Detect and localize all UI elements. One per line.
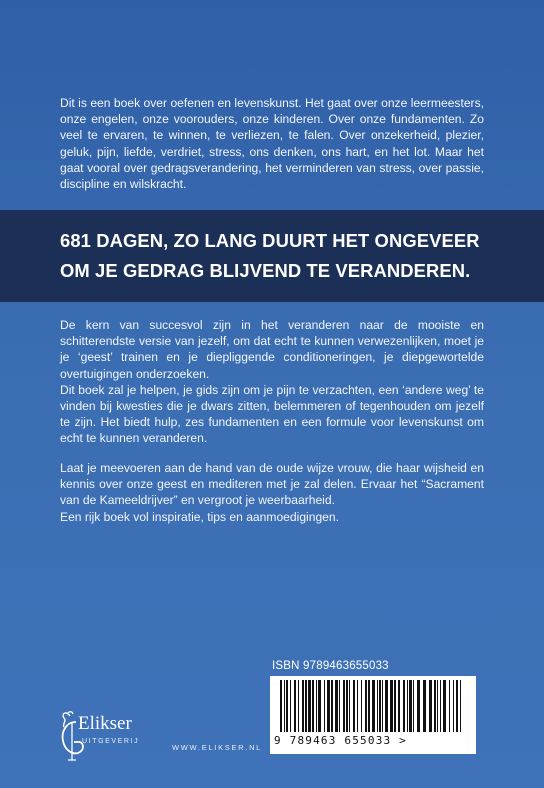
barcode-bar bbox=[365, 680, 367, 732]
barcode-bar bbox=[460, 680, 461, 732]
barcode-bar bbox=[434, 680, 436, 732]
barcode-bar bbox=[312, 680, 314, 732]
headline-text: 681 DAGEN, ZO LANG DUURT HET ONGEVEER OM JE GEDRAG BLIJVEND TE VERANDEREN. bbox=[60, 230, 480, 281]
barcode-bar bbox=[423, 680, 426, 732]
barcode-bar bbox=[280, 680, 282, 732]
barcode-bar bbox=[453, 680, 454, 732]
barcode-bar bbox=[440, 680, 441, 732]
barcode-bar bbox=[456, 680, 458, 732]
barcode-bar bbox=[318, 680, 321, 732]
barcode-bar bbox=[449, 680, 450, 732]
body-paragraph: Een rijk boek vol inspiratie, tips en aanmoedigingen. bbox=[60, 509, 339, 524]
body-paragraph: Laat je meevoeren aan de hand van de oude wijze vrouw, die haar wijsheid en kennis over onze geest en mediteren met je zal delen. Ervaar het “Sacrament van de Kameeldrijver” en vergroot je weerbaarheid. bbox=[60, 461, 484, 508]
barcode-bar bbox=[361, 680, 362, 732]
barcode-bar bbox=[413, 680, 414, 732]
barcode-bar bbox=[429, 680, 432, 732]
barcode-bar bbox=[298, 680, 299, 732]
barcode bbox=[270, 676, 476, 754]
barcode-bar bbox=[379, 680, 381, 732]
barcode-bar bbox=[308, 680, 311, 732]
barcode-bar bbox=[324, 680, 325, 732]
barcode-bar bbox=[286, 680, 288, 732]
barcode-bar bbox=[403, 680, 405, 732]
barcode-bar bbox=[437, 680, 438, 732]
barcode-bar bbox=[316, 680, 317, 732]
barcode-bar bbox=[305, 680, 307, 732]
isbn-label: ISBN 9789463655033 bbox=[272, 660, 389, 672]
barcode-bar bbox=[394, 680, 396, 732]
barcode-bar bbox=[335, 680, 338, 732]
barcode-bar bbox=[343, 680, 345, 732]
barcode-bar bbox=[377, 680, 378, 732]
body-section-1 bbox=[60, 317, 484, 447]
barcode-bar bbox=[327, 680, 330, 732]
barcode-bar bbox=[409, 680, 412, 732]
barcode-bar bbox=[349, 680, 350, 732]
barcode-bar bbox=[302, 680, 304, 732]
barcode-bar bbox=[353, 680, 355, 732]
intro-paragraph bbox=[60, 95, 484, 192]
barcode-bar bbox=[385, 680, 388, 732]
barcode-bar bbox=[407, 680, 408, 732]
barcode-bar bbox=[331, 680, 333, 732]
barcode-bar bbox=[398, 680, 400, 732]
barcode-bar bbox=[368, 680, 370, 732]
barcode-bars bbox=[274, 680, 472, 734]
barcode-digits: 9 789463 655033 > bbox=[274, 734, 407, 747]
publisher-name: Elikser bbox=[78, 713, 132, 734]
barcode-bar bbox=[417, 680, 420, 732]
body-paragraph: Dit boek zal je helpen, je gids zijn om je pijn te verzachten, een ‘andere weg’ te vinden bij kwesties die je dwars zitten, belemmeren of tegenhouden om jezelf te zijn. Het biedt hulp, zes fundamenten en een formule voor levenskunst om echt te kunnen veranderen. bbox=[60, 382, 484, 446]
barcode-bar bbox=[443, 680, 446, 732]
body-paragraph: De kern van succesvol zijn in het veranderen naar de mooiste en schitterendste versie van jezelf, om dat echt te kunnen verwezenlijken, moet je je ‘geest’ trainen en je diepliggende conditioneringen, je diepgewortelde overtuigingen onderzoeken. bbox=[60, 318, 484, 381]
barcode-bar bbox=[294, 680, 296, 732]
barcode-bar bbox=[357, 680, 358, 732]
barcode-bar bbox=[382, 680, 383, 732]
publisher-website: WWW.ELIKSER.NL bbox=[172, 743, 263, 752]
body-section-2 bbox=[60, 460, 484, 525]
barcode-bar bbox=[339, 680, 340, 732]
publisher-subtitle: UITGEVERIJ bbox=[82, 738, 140, 745]
barcode-bar bbox=[346, 680, 348, 732]
barcode-bar bbox=[372, 680, 375, 732]
intro-text: Dit is een boek over oefenen en levenskunst. Het gaat over onze leermeesters, onze engelen, onze voorouders, onze kinderen. Over onze fundamenten. Zo veel te ervaren, te winnen, te verliezen, te falen. Over onzekerheid, plezier, geluk, pijn, liefde, verdriet, stress, ons denken, ons hart, en het lot. Maar het gaat vooral over gedragsverandering, het verminderen van stress, over passie, discipline en wilskracht. bbox=[60, 96, 484, 192]
barcode-bar bbox=[290, 680, 291, 732]
barcode-bar bbox=[284, 680, 285, 732]
barcode-bar bbox=[390, 680, 393, 732]
